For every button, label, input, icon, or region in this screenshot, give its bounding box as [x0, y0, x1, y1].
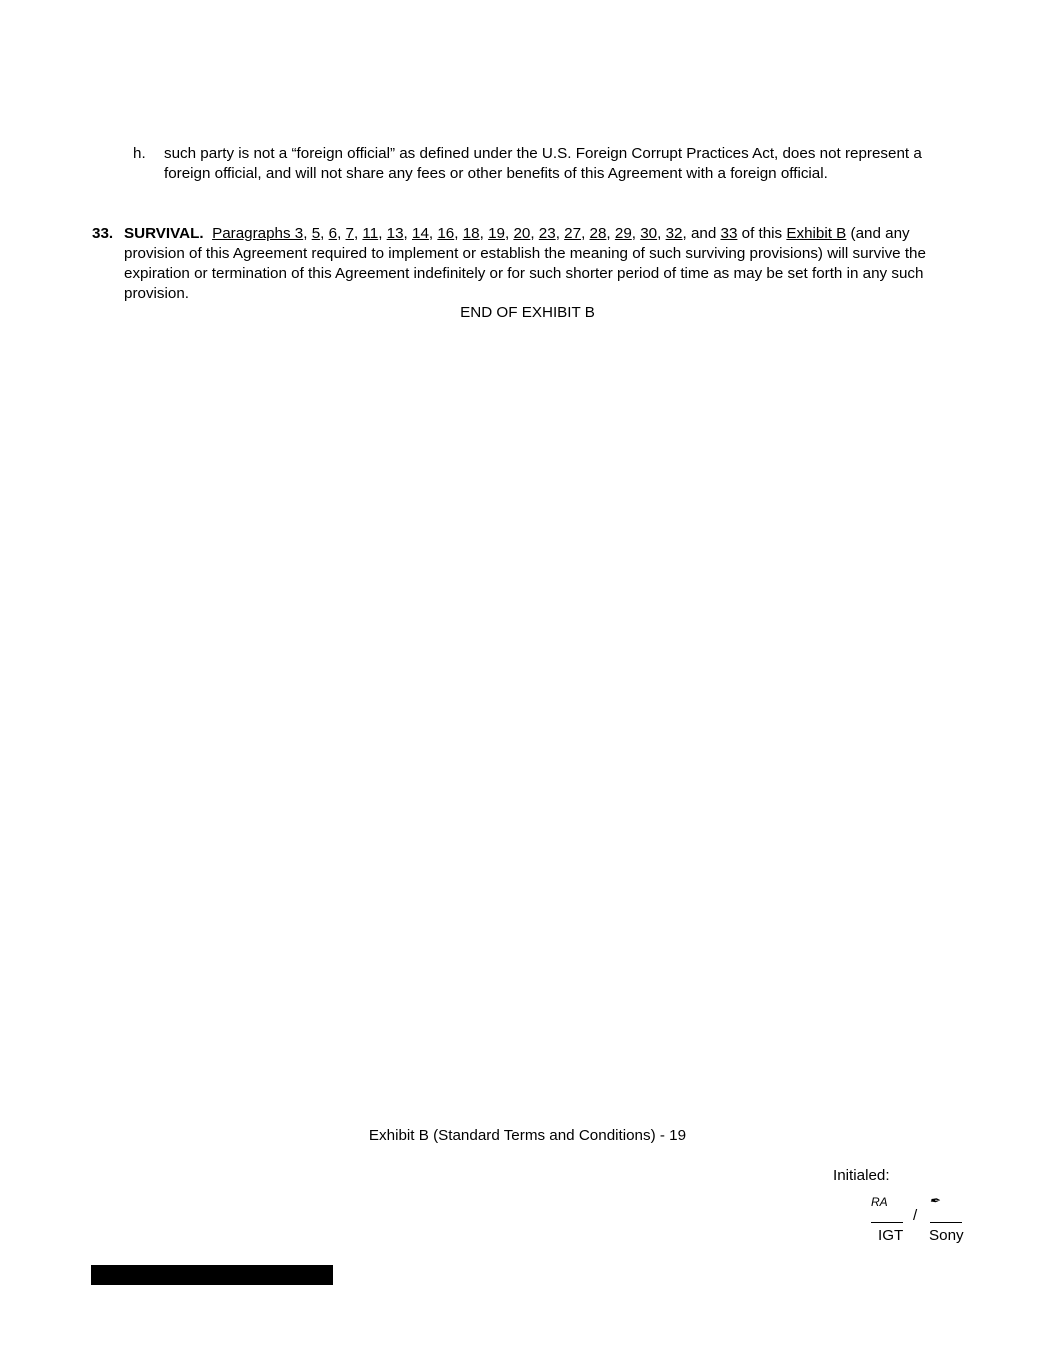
redaction-bar — [91, 1265, 333, 1285]
igt-signature-line — [871, 1222, 903, 1223]
section-number: 33. — [92, 225, 114, 242]
list-marker: h. — [133, 145, 146, 162]
paragraphs-ref: Paragraphs 3 — [212, 225, 304, 242]
paragraph-ref-last: 33 — [720, 225, 738, 242]
paragraph-ref: 7 — [345, 225, 354, 242]
sony-label: Sony — [929, 1227, 964, 1244]
page-footer: Exhibit B (Standard Terms and Conditions) - 19 — [368, 1127, 687, 1144]
section-heading: SURVIVAL. — [124, 225, 204, 242]
of-this-text: of this — [737, 225, 787, 242]
paragraph-ref: 18 — [462, 225, 480, 242]
paragraph-ref: 23 — [538, 225, 556, 242]
paragraph-ref: 16 — [437, 225, 455, 242]
list-item-text: such party is not a “foreign official” as defined under the U.S. Foreign Corrupt Practices Act, does not represent a foreign official, and will not share any fees or other benefits of this Agreement with a foreign official. — [164, 145, 922, 182]
end-of-exhibit: END OF EXHIBIT B — [460, 304, 595, 321]
paragraph-refs: , 5, 6, 7, 11, 13, 14, 16, 18, 19, 20, 23, 27, 28, 29, 30, 32 — [303, 225, 683, 242]
exhibit-ref: Exhibit B — [786, 225, 847, 242]
paragraph-ref: 30 — [640, 225, 658, 242]
paragraph-ref: 11 — [362, 225, 379, 242]
paragraph-ref: 19 — [488, 225, 505, 242]
sony-signature-line — [930, 1222, 962, 1223]
initialed-label: Initialed: — [833, 1167, 890, 1184]
paragraph-ref: 29 — [614, 225, 632, 242]
sony-signature: ✒ — [929, 1193, 940, 1208]
igt-signature: RA — [871, 1195, 888, 1209]
paragraph-ref: 5 — [311, 225, 321, 242]
paragraph-ref: 14 — [412, 225, 429, 242]
section-rest-text: (and any provision of this Agreement required to implement or establish the meaning of such surviving provisions) will survive the expiration or termination of this Agreement indefinitely or for such shorter period of time as may be set forth in any such provision. — [124, 225, 926, 302]
initials-separator: / — [913, 1207, 918, 1224]
paragraph-ref: 13 — [386, 225, 404, 242]
and-text: , and — [682, 225, 721, 242]
paragraph-ref: 27 — [564, 225, 582, 242]
igt-label: IGT — [878, 1227, 904, 1244]
section-body — [124, 224, 969, 304]
paragraph-ref: 32 — [665, 225, 683, 242]
paragraph-ref: 28 — [589, 225, 607, 242]
paragraph-ref: 20 — [513, 225, 531, 242]
paragraph-ref: 6 — [328, 225, 338, 242]
